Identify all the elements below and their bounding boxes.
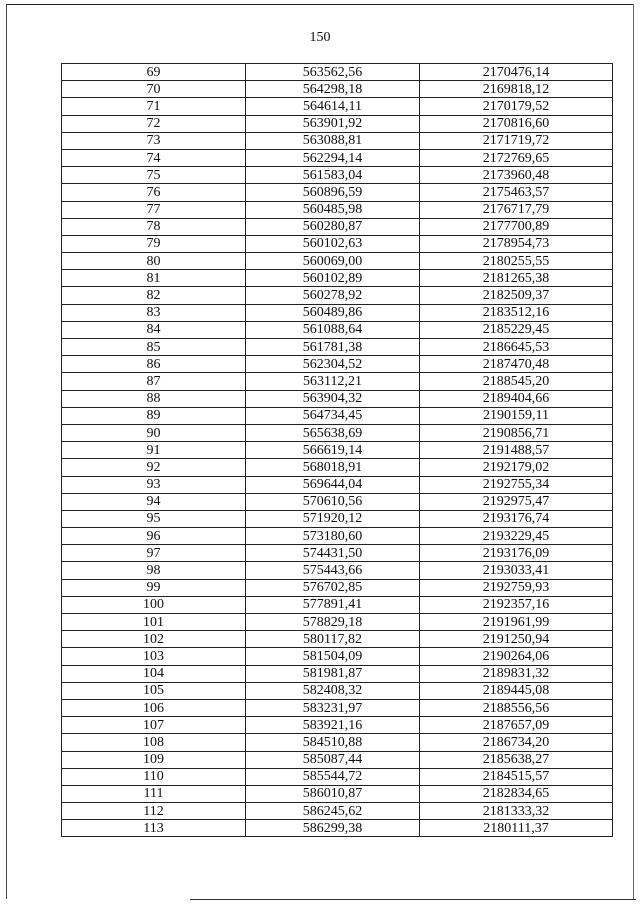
table-row (62, 785, 613, 802)
table-row (62, 631, 613, 648)
x-coordinate-cell: 564298,18 (246, 81, 420, 98)
x-coordinate-cell: 576702,85 (246, 579, 420, 596)
y-coordinate-cell: 2187470,48 (420, 356, 613, 373)
x-coordinate-cell: 582408,32 (246, 682, 420, 699)
point-number-cell: 98 (62, 562, 246, 579)
point-number-cell: 78 (62, 218, 246, 235)
y-coordinate-cell: 2189445,08 (420, 682, 613, 699)
y-coordinate-cell: 2193229,45 (420, 528, 613, 545)
table-row (62, 459, 613, 476)
table-row (62, 699, 613, 716)
table-row (62, 304, 613, 321)
point-number-cell: 112 (62, 803, 246, 820)
table-row (62, 356, 613, 373)
x-coordinate-cell: 562294,14 (246, 149, 420, 166)
y-coordinate-cell: 2191488,57 (420, 442, 613, 459)
table-row (62, 493, 613, 510)
x-coordinate-cell: 586299,38 (246, 820, 420, 837)
y-coordinate-cell: 2192759,93 (420, 579, 613, 596)
x-coordinate-cell: 570610,56 (246, 493, 420, 510)
x-coordinate-cell: 583921,16 (246, 717, 420, 734)
point-number-cell: 79 (62, 235, 246, 252)
coordinates-table-body (62, 64, 613, 837)
y-coordinate-cell: 2182509,37 (420, 287, 613, 304)
x-coordinate-cell: 560280,87 (246, 218, 420, 235)
x-coordinate-cell: 563904,32 (246, 390, 420, 407)
point-number-cell: 91 (62, 442, 246, 459)
y-coordinate-cell: 2191250,94 (420, 631, 613, 648)
table-row (62, 768, 613, 785)
y-coordinate-cell: 2169818,12 (420, 81, 613, 98)
table-row (62, 321, 613, 338)
point-number-cell: 103 (62, 648, 246, 665)
x-coordinate-cell: 564614,11 (246, 98, 420, 115)
point-number-cell: 94 (62, 493, 246, 510)
point-number-cell: 81 (62, 270, 246, 287)
point-number-cell: 85 (62, 339, 246, 356)
y-coordinate-cell: 2185229,45 (420, 321, 613, 338)
table-row (62, 803, 613, 820)
point-number-cell: 102 (62, 631, 246, 648)
table-row (62, 751, 613, 768)
point-number-cell: 109 (62, 751, 246, 768)
point-number-cell: 73 (62, 132, 246, 149)
y-coordinate-cell: 2170816,60 (420, 115, 613, 132)
point-number-cell: 95 (62, 510, 246, 527)
point-number-cell: 82 (62, 287, 246, 304)
x-coordinate-cell: 560489,86 (246, 304, 420, 321)
point-number-cell: 110 (62, 768, 246, 785)
table-row (62, 665, 613, 682)
point-number-cell: 70 (62, 81, 246, 98)
y-coordinate-cell: 2173960,48 (420, 167, 613, 184)
table-row (62, 614, 613, 631)
point-number-cell: 100 (62, 596, 246, 613)
y-coordinate-cell: 2183512,16 (420, 304, 613, 321)
y-coordinate-cell: 2172769,65 (420, 149, 613, 166)
y-coordinate-cell: 2170179,52 (420, 98, 613, 115)
y-coordinate-cell: 2190159,11 (420, 407, 613, 424)
point-number-cell: 76 (62, 184, 246, 201)
x-coordinate-cell: 563112,21 (246, 373, 420, 390)
point-number-cell: 105 (62, 682, 246, 699)
y-coordinate-cell: 2191961,99 (420, 614, 613, 631)
x-coordinate-cell: 580117,82 (246, 631, 420, 648)
table-row (62, 115, 613, 132)
y-coordinate-cell: 2170476,14 (420, 64, 613, 81)
x-coordinate-cell: 560102,63 (246, 235, 420, 252)
x-coordinate-cell: 586010,87 (246, 785, 420, 802)
point-number-cell: 93 (62, 476, 246, 493)
point-number-cell: 96 (62, 528, 246, 545)
table-row (62, 579, 613, 596)
x-coordinate-cell: 571920,12 (246, 510, 420, 527)
point-number-cell: 108 (62, 734, 246, 751)
y-coordinate-cell: 2182834,65 (420, 785, 613, 802)
y-coordinate-cell: 2192357,16 (420, 596, 613, 613)
x-coordinate-cell: 564734,45 (246, 407, 420, 424)
table-row (62, 201, 613, 218)
x-coordinate-cell: 561583,04 (246, 167, 420, 184)
table-row (62, 64, 613, 81)
table-row (62, 270, 613, 287)
table-row (62, 184, 613, 201)
x-coordinate-cell: 563088,81 (246, 132, 420, 149)
x-coordinate-cell: 577891,41 (246, 596, 420, 613)
table-row (62, 820, 613, 837)
x-coordinate-cell: 584510,88 (246, 734, 420, 751)
x-coordinate-cell: 578829,18 (246, 614, 420, 631)
y-coordinate-cell: 2189404,66 (420, 390, 613, 407)
table-row (62, 717, 613, 734)
scan-edge-right (633, 4, 634, 899)
point-number-cell: 88 (62, 390, 246, 407)
y-coordinate-cell: 2193176,09 (420, 545, 613, 562)
x-coordinate-cell: 585544,72 (246, 768, 420, 785)
y-coordinate-cell: 2180111,37 (420, 820, 613, 837)
table-row (62, 424, 613, 441)
x-coordinate-cell: 586245,62 (246, 803, 420, 820)
x-coordinate-cell: 560485,98 (246, 201, 420, 218)
table-row (62, 682, 613, 699)
y-coordinate-cell: 2185638,27 (420, 751, 613, 768)
y-coordinate-cell: 2186734,20 (420, 734, 613, 751)
table-row (62, 407, 613, 424)
scan-edge-bottom (190, 899, 636, 900)
y-coordinate-cell: 2188556,56 (420, 699, 613, 716)
point-number-cell: 72 (62, 115, 246, 132)
table-row (62, 390, 613, 407)
point-number-cell: 69 (62, 64, 246, 81)
table-row (62, 81, 613, 98)
point-number-cell: 80 (62, 253, 246, 270)
table-row (62, 596, 613, 613)
y-coordinate-cell: 2178954,73 (420, 235, 613, 252)
point-number-cell: 86 (62, 356, 246, 373)
y-coordinate-cell: 2189831,32 (420, 665, 613, 682)
y-coordinate-cell: 2188545,20 (420, 373, 613, 390)
x-coordinate-cell: 563562,56 (246, 64, 420, 81)
point-number-cell: 106 (62, 699, 246, 716)
point-number-cell: 92 (62, 459, 246, 476)
y-coordinate-cell: 2180255,55 (420, 253, 613, 270)
x-coordinate-cell: 561088,64 (246, 321, 420, 338)
point-number-cell: 111 (62, 785, 246, 802)
y-coordinate-cell: 2186645,53 (420, 339, 613, 356)
point-number-cell: 97 (62, 545, 246, 562)
y-coordinate-cell: 2176717,79 (420, 201, 613, 218)
y-coordinate-cell: 2181265,38 (420, 270, 613, 287)
y-coordinate-cell: 2190264,06 (420, 648, 613, 665)
point-number-cell: 84 (62, 321, 246, 338)
x-coordinate-cell: 574431,50 (246, 545, 420, 562)
point-number-cell: 104 (62, 665, 246, 682)
table-row (62, 373, 613, 390)
point-number-cell: 101 (62, 614, 246, 631)
x-coordinate-cell: 560069,00 (246, 253, 420, 270)
table-row (62, 528, 613, 545)
table-row (62, 287, 613, 304)
y-coordinate-cell: 2192179,02 (420, 459, 613, 476)
y-coordinate-cell: 2181333,32 (420, 803, 613, 820)
point-number-cell: 113 (62, 820, 246, 837)
table-row (62, 339, 613, 356)
x-coordinate-cell: 560278,92 (246, 287, 420, 304)
table-row (62, 442, 613, 459)
point-number-cell: 90 (62, 424, 246, 441)
table-row (62, 253, 613, 270)
y-coordinate-cell: 2184515,57 (420, 768, 613, 785)
table-row (62, 510, 613, 527)
point-number-cell: 89 (62, 407, 246, 424)
y-coordinate-cell: 2192975,47 (420, 493, 613, 510)
table-row (62, 98, 613, 115)
x-coordinate-cell: 581981,87 (246, 665, 420, 682)
y-coordinate-cell: 2187657,09 (420, 717, 613, 734)
table-row (62, 167, 613, 184)
y-coordinate-cell: 2171719,72 (420, 132, 613, 149)
point-number-cell: 83 (62, 304, 246, 321)
y-coordinate-cell: 2193176,74 (420, 510, 613, 527)
point-number-cell: 74 (62, 149, 246, 166)
y-coordinate-cell: 2177700,89 (420, 218, 613, 235)
point-number-cell: 107 (62, 717, 246, 734)
x-coordinate-cell: 573180,60 (246, 528, 420, 545)
x-coordinate-cell: 566619,14 (246, 442, 420, 459)
table-row (62, 734, 613, 751)
table-row (62, 648, 613, 665)
x-coordinate-cell: 565638,69 (246, 424, 420, 441)
point-number-cell: 99 (62, 579, 246, 596)
table-row (62, 476, 613, 493)
x-coordinate-cell: 568018,91 (246, 459, 420, 476)
table-row (62, 149, 613, 166)
x-coordinate-cell: 563901,92 (246, 115, 420, 132)
x-coordinate-cell: 585087,44 (246, 751, 420, 768)
point-number-cell: 75 (62, 167, 246, 184)
page-number: 150 (309, 30, 331, 45)
table-row (62, 545, 613, 562)
x-coordinate-cell: 575443,66 (246, 562, 420, 579)
point-number-cell: 87 (62, 373, 246, 390)
y-coordinate-cell: 2192755,34 (420, 476, 613, 493)
x-coordinate-cell: 562304,52 (246, 356, 420, 373)
table-row (62, 132, 613, 149)
y-coordinate-cell: 2175463,57 (420, 184, 613, 201)
x-coordinate-cell: 569644,04 (246, 476, 420, 493)
y-coordinate-cell: 2193033,41 (420, 562, 613, 579)
x-coordinate-cell: 561781,38 (246, 339, 420, 356)
x-coordinate-cell: 583231,97 (246, 699, 420, 716)
x-coordinate-cell: 560896,59 (246, 184, 420, 201)
x-coordinate-cell: 581504,09 (246, 648, 420, 665)
y-coordinate-cell: 2190856,71 (420, 424, 613, 441)
point-number-cell: 77 (62, 201, 246, 218)
table-row (62, 218, 613, 235)
table-row (62, 235, 613, 252)
table-row (62, 562, 613, 579)
x-coordinate-cell: 560102,89 (246, 270, 420, 287)
point-number-cell: 71 (62, 98, 246, 115)
coordinates-table (61, 63, 613, 837)
